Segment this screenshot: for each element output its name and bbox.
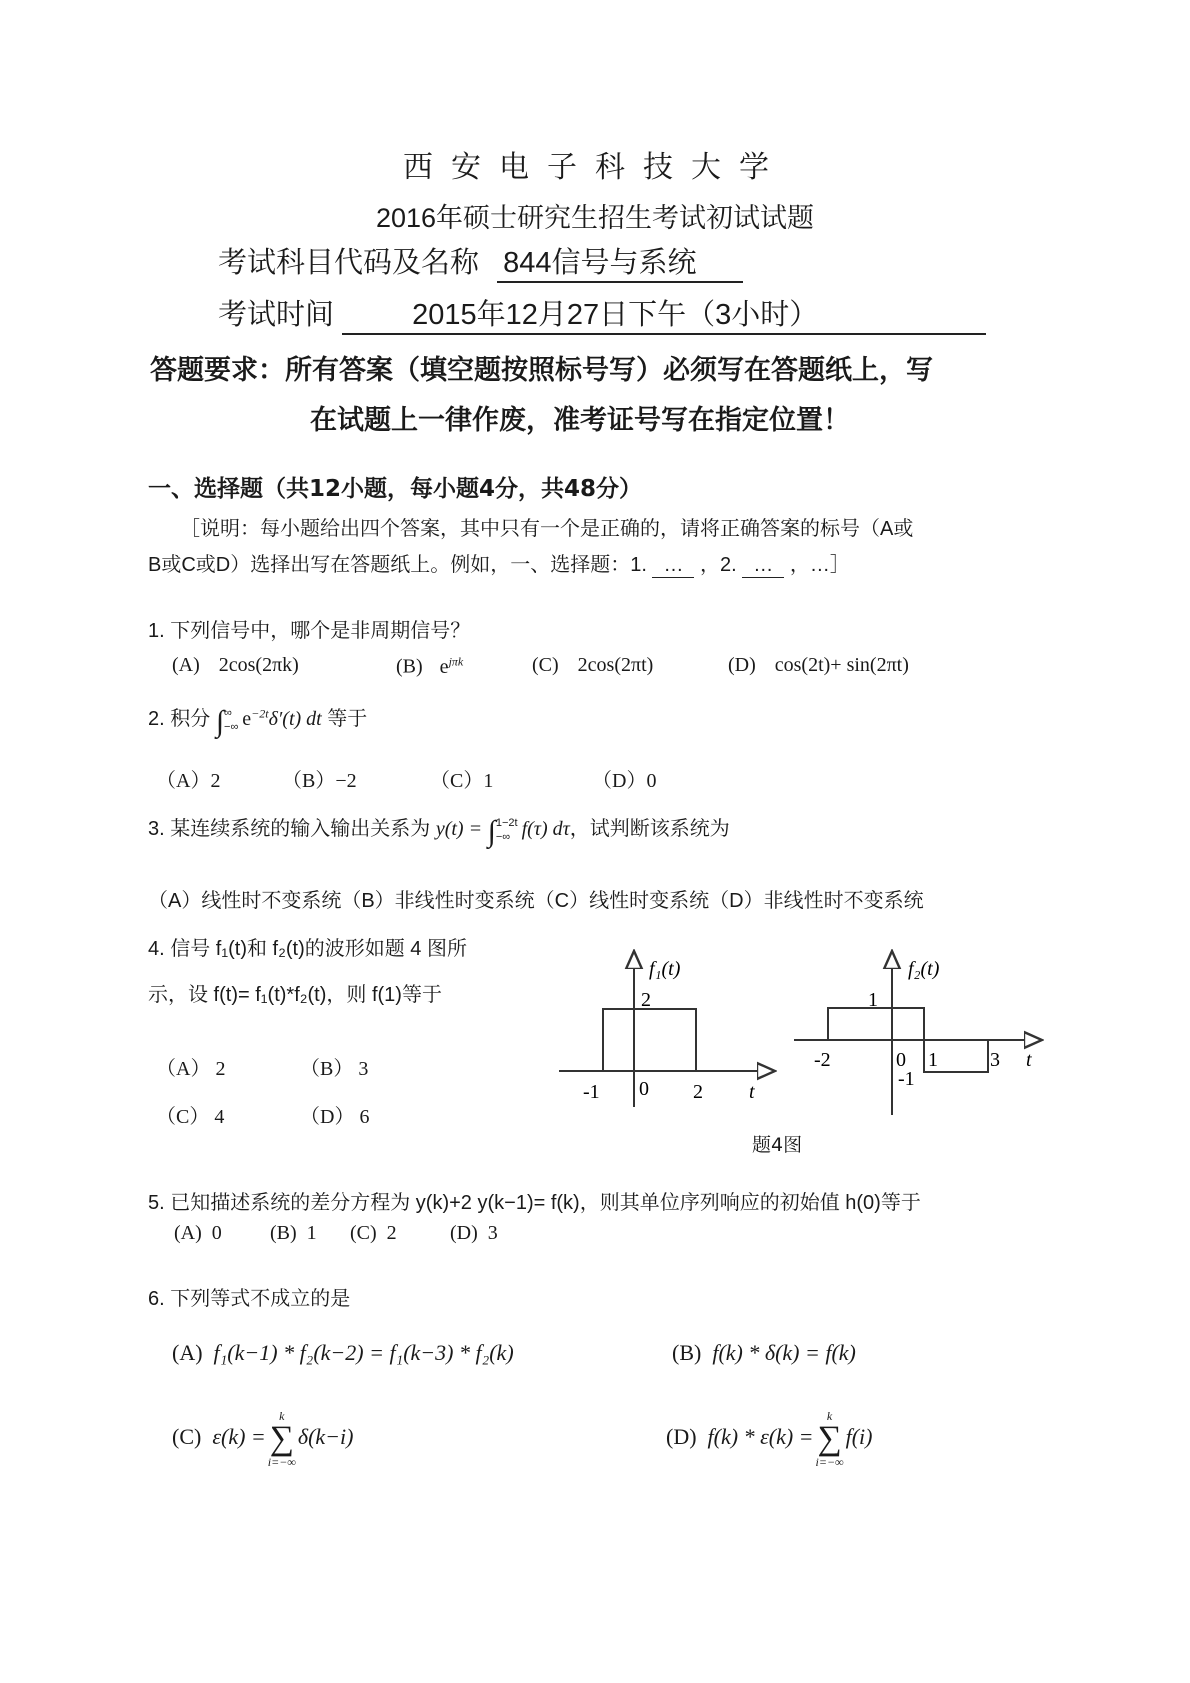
question-number: 4.: [148, 938, 165, 960]
integrand: f(τ) dτ: [521, 818, 570, 840]
q5-option-c: (C) 2: [350, 1222, 397, 1244]
axis-label: t: [1026, 1049, 1032, 1071]
question-number: 5.: [148, 1192, 165, 1214]
tick-label: 3: [990, 1049, 1000, 1071]
answer-blank: …: [742, 554, 784, 578]
tick-label: 2: [693, 1081, 703, 1103]
option-label: (B): [396, 655, 423, 678]
f2-label: f₂(t): [908, 958, 940, 980]
option-text: 2cos(2πt): [577, 654, 654, 676]
question-stem: 某连续系统的输入输出关系为: [170, 818, 431, 840]
tick-label: 0: [896, 1049, 906, 1071]
option-text: cos(2t)+ sin(2πt): [774, 654, 909, 676]
q1-option-d: [728, 654, 909, 677]
integral-limits: 1−2t −∞: [495, 816, 518, 843]
question-number: 1.: [148, 620, 165, 642]
f1-pulse: [603, 1009, 696, 1071]
time-value: 2015年12月27日下午（3小时）: [342, 292, 986, 335]
tick-label: 0: [639, 1078, 649, 1100]
question-2: [148, 702, 367, 739]
q6-option-d: (D) f(k) * ε(k) = k ∑ i=−∞ f(i): [666, 1409, 873, 1469]
integral-limits: ∞ −∞: [224, 706, 239, 733]
equation-lhs: y(t) =: [435, 818, 483, 840]
subject-label: 考试科目代码及名称: [218, 247, 480, 279]
axis-label: t: [749, 1081, 755, 1103]
f2-neg-label: -1: [898, 1068, 915, 1090]
q6-option-a: (A) f₁(k−1) * f₂(k−2) = f₁(k−3) * f₂(k): [172, 1340, 514, 1365]
subject-line: [218, 240, 743, 283]
requirements-line-1: 答题要求：所有答案（填空题按照标号写）必须写在答题纸上，写: [150, 355, 933, 386]
option-text: 2cos(2πk): [218, 654, 299, 676]
q2-option-b: （B）−2: [282, 770, 357, 792]
q6-option-c: (C) ε(k) = k ∑ i=−∞ δ(k−i): [172, 1409, 354, 1469]
note-text: ，…］: [789, 554, 850, 576]
q5-option-d: (D) 3: [450, 1222, 498, 1244]
question-stem-suffix: ，试判断该系统为: [569, 818, 730, 840]
note-text: B或C或D）选择出写在答题纸上。例如，一、选择题：1.: [148, 554, 647, 576]
question-3: [148, 812, 730, 849]
q5-option-b: (B) 1: [270, 1222, 317, 1244]
figure-f1-waveform: [555, 945, 795, 1120]
question-1: [148, 614, 470, 643]
subject-value: 844信号与系统: [497, 240, 743, 283]
f1-height-label: 2: [641, 989, 651, 1011]
option-label: (D): [728, 654, 756, 676]
university-title: 西安电子科技大学: [403, 150, 787, 185]
q1-option-c: [532, 654, 653, 677]
question-stem: 已知描述系统的差分方程为 y(k)+2 y(k−1)= f(k)，则其单位序列响应的初始值 h(0)等于: [170, 1192, 921, 1214]
section-note-line-1: ［说明：每小题给出四个答案，其中只有一个是正确的，请将正确答案的标号（A或: [180, 518, 914, 540]
q4-option-a: （A） 2: [156, 1058, 226, 1080]
figure-caption: 题4图: [752, 1134, 803, 1156]
q4-option-b: （B） 3: [300, 1058, 369, 1080]
question-5: [148, 1186, 921, 1215]
question-stem: 积分: [170, 708, 211, 730]
question-4-line-2: 示，设 f(t)= f₁(t)*f₂(t)，则 f(1)等于: [148, 984, 442, 1006]
integral-sign-icon: ∫: [215, 705, 225, 738]
question-stem: 信号 f₁(t)和 f₂(t)的波形如题 4 图所: [170, 938, 467, 960]
tick-label: -1: [583, 1081, 600, 1103]
f1-label: f₁(t): [649, 958, 681, 980]
note-text: ，2.: [700, 554, 737, 576]
q1-option-a: [172, 654, 299, 677]
question-number: 6.: [148, 1288, 165, 1310]
q6-option-b: (B) f(k) * δ(k) = f(k): [672, 1340, 856, 1365]
question-stem-suffix: 等于: [327, 708, 368, 730]
section-note-line-2: [148, 548, 850, 578]
figure-f2-waveform: [790, 945, 1050, 1120]
q2-option-d: （D）0: [592, 770, 657, 792]
section-title: 一、选择题（共12小题，每小题4分，共48分）: [148, 476, 643, 502]
question-4-line-1: [148, 932, 467, 961]
q5-option-a: (A) 0: [174, 1222, 222, 1244]
tick-label: 1: [928, 1049, 938, 1071]
q4-option-d: （D） 6: [300, 1106, 370, 1128]
question-stem: 下列等式不成立的是: [170, 1288, 351, 1310]
integrand: $e^{-2t}\delta'(t)$ dt: [242, 706, 322, 730]
time-label: 考试时间: [218, 299, 335, 331]
q1-option-b: [396, 654, 463, 679]
q2-option-a: （A）2: [156, 770, 221, 792]
question-number: 3.: [148, 818, 165, 840]
tick-label: -2: [814, 1049, 831, 1071]
time-line: [218, 292, 986, 335]
exam-title: 2016年硕士研究生招生考试初试试题: [375, 203, 815, 233]
requirements-line-2: 在试题上一律作废，准考证号写在指定位置！: [310, 405, 850, 436]
q2-option-c: （C）1: [430, 770, 494, 792]
question-6: [148, 1282, 350, 1311]
integral-sign-icon: ∫: [487, 815, 496, 848]
answer-blank: …: [652, 554, 694, 578]
q4-option-c: （C） 4: [156, 1106, 225, 1128]
summation-icon: k ∑ i=−∞: [267, 1409, 296, 1469]
question-stem: 下列信号中，哪个是非周期信号？: [170, 620, 471, 642]
q3-options: （A）线性时不变系统（B）非线性时变系统（C）线性时变系统（D）非线性时不变系统: [148, 890, 924, 912]
question-number: 2.: [148, 708, 165, 730]
f2-height-label: 1: [868, 989, 878, 1011]
option-label: (C): [532, 654, 559, 676]
summation-icon: k ∑ i=−∞: [815, 1409, 844, 1469]
option-text: $e^{j\pi k}$: [439, 654, 464, 678]
option-label: (A): [172, 654, 200, 676]
